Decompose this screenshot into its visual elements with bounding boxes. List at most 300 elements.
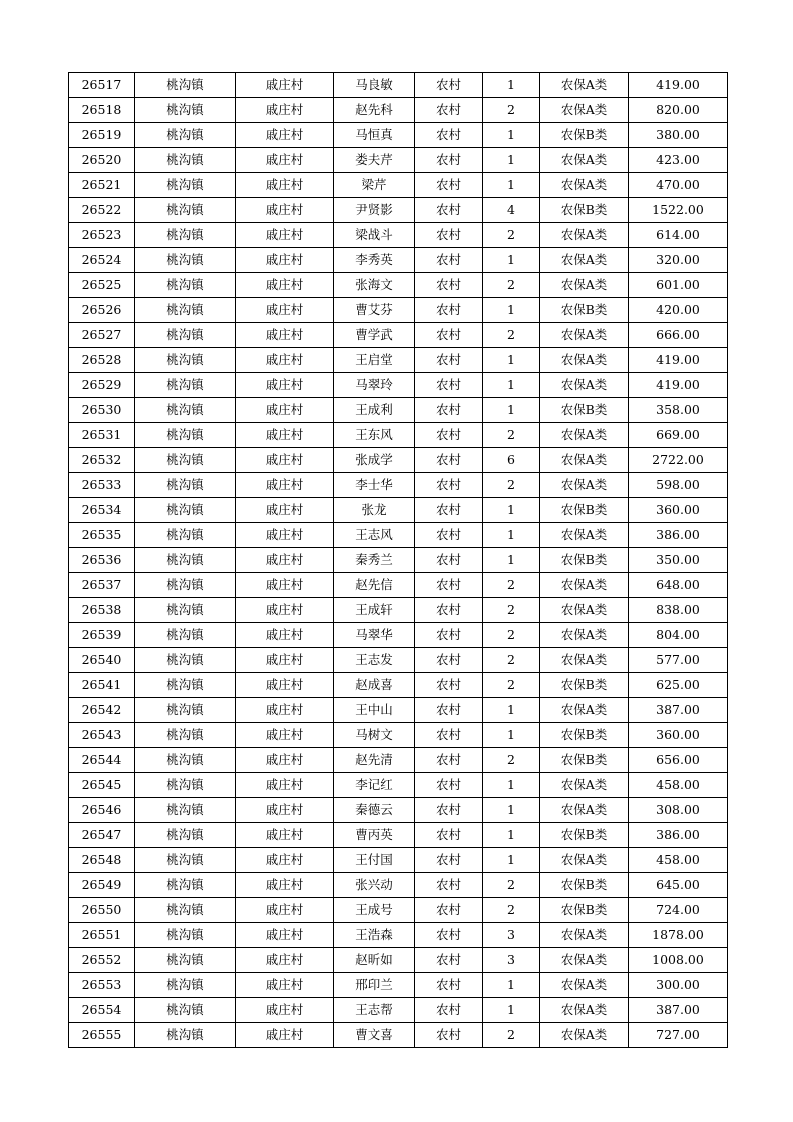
record-id-cell: 26544	[69, 748, 135, 773]
household-count-cell: 2	[483, 748, 540, 773]
category-cell: 农保A类	[540, 173, 629, 198]
record-id-cell: 26553	[69, 973, 135, 998]
amount-cell: 470.00	[629, 173, 728, 198]
category-cell: 农保B类	[540, 748, 629, 773]
record-id-cell: 26533	[69, 473, 135, 498]
category-cell: 农保A类	[540, 523, 629, 548]
table-row	[69, 323, 728, 348]
record-id-cell: 26548	[69, 848, 135, 873]
household-count-cell: 1	[483, 248, 540, 273]
village-cell: 戚庄村	[236, 473, 334, 498]
area-type-cell: 农村	[415, 998, 483, 1023]
amount-cell: 458.00	[629, 848, 728, 873]
category-cell: 农保A类	[540, 923, 629, 948]
village-cell: 戚庄村	[236, 598, 334, 623]
household-count-cell: 2	[483, 898, 540, 923]
town-cell: 桃沟镇	[135, 623, 236, 648]
town-cell: 桃沟镇	[135, 248, 236, 273]
amount-cell: 820.00	[629, 98, 728, 123]
area-type-cell: 农村	[415, 348, 483, 373]
amount-cell: 350.00	[629, 548, 728, 573]
area-type-cell: 农村	[415, 573, 483, 598]
record-id-cell: 26536	[69, 548, 135, 573]
table-row	[69, 248, 728, 273]
town-cell: 桃沟镇	[135, 1023, 236, 1048]
record-id-cell: 26552	[69, 948, 135, 973]
category-cell: 农保A类	[540, 248, 629, 273]
amount-cell: 386.00	[629, 523, 728, 548]
name-cell: 王志帮	[334, 998, 415, 1023]
household-count-cell: 2	[483, 223, 540, 248]
name-cell: 王付国	[334, 848, 415, 873]
table-row	[69, 98, 728, 123]
category-cell: 农保A类	[540, 598, 629, 623]
household-count-cell: 1	[483, 548, 540, 573]
record-id-cell: 26520	[69, 148, 135, 173]
amount-cell: 2722.00	[629, 448, 728, 473]
area-type-cell: 农村	[415, 798, 483, 823]
town-cell: 桃沟镇	[135, 173, 236, 198]
area-type-cell: 农村	[415, 923, 483, 948]
amount-cell: 386.00	[629, 823, 728, 848]
area-type-cell: 农村	[415, 898, 483, 923]
village-cell: 戚庄村	[236, 223, 334, 248]
household-count-cell: 2	[483, 873, 540, 898]
village-cell: 戚庄村	[236, 673, 334, 698]
household-count-cell: 3	[483, 948, 540, 973]
town-cell: 桃沟镇	[135, 973, 236, 998]
category-cell: 农保B类	[540, 673, 629, 698]
category-cell: 农保A类	[540, 448, 629, 473]
name-cell: 尹贤影	[334, 198, 415, 223]
amount-cell: 666.00	[629, 323, 728, 348]
town-cell: 桃沟镇	[135, 673, 236, 698]
town-cell: 桃沟镇	[135, 523, 236, 548]
table-row	[69, 223, 728, 248]
village-cell: 戚庄村	[236, 323, 334, 348]
name-cell: 马良敏	[334, 73, 415, 98]
record-id-cell: 26530	[69, 398, 135, 423]
area-type-cell: 农村	[415, 223, 483, 248]
town-cell: 桃沟镇	[135, 148, 236, 173]
category-cell: 农保A类	[540, 648, 629, 673]
category-cell: 农保A类	[540, 223, 629, 248]
name-cell: 王志发	[334, 648, 415, 673]
record-id-cell: 26555	[69, 1023, 135, 1048]
name-cell: 张海文	[334, 273, 415, 298]
table-row	[69, 423, 728, 448]
category-cell: 农保A类	[540, 848, 629, 873]
area-type-cell: 农村	[415, 748, 483, 773]
area-type-cell: 农村	[415, 273, 483, 298]
town-cell: 桃沟镇	[135, 323, 236, 348]
table-row	[69, 373, 728, 398]
record-id-cell: 26526	[69, 298, 135, 323]
town-cell: 桃沟镇	[135, 473, 236, 498]
amount-cell: 577.00	[629, 648, 728, 673]
town-cell: 桃沟镇	[135, 198, 236, 223]
name-cell: 王浩森	[334, 923, 415, 948]
table-row	[69, 973, 728, 998]
record-id-cell: 26540	[69, 648, 135, 673]
amount-cell: 300.00	[629, 973, 728, 998]
name-cell: 王成轩	[334, 598, 415, 623]
amount-cell: 458.00	[629, 773, 728, 798]
area-type-cell: 农村	[415, 598, 483, 623]
table-row	[69, 523, 728, 548]
amount-cell: 598.00	[629, 473, 728, 498]
record-id-cell: 26550	[69, 898, 135, 923]
town-cell: 桃沟镇	[135, 548, 236, 573]
amount-cell: 1878.00	[629, 923, 728, 948]
record-id-cell: 26517	[69, 73, 135, 98]
village-cell: 戚庄村	[236, 548, 334, 573]
amount-cell: 360.00	[629, 723, 728, 748]
roster-body	[69, 73, 728, 1048]
table-row	[69, 948, 728, 973]
category-cell: 农保A类	[540, 798, 629, 823]
record-id-cell: 26529	[69, 373, 135, 398]
town-cell: 桃沟镇	[135, 448, 236, 473]
record-id-cell: 26545	[69, 773, 135, 798]
village-cell: 戚庄村	[236, 273, 334, 298]
area-type-cell: 农村	[415, 448, 483, 473]
area-type-cell: 农村	[415, 673, 483, 698]
village-cell: 戚庄村	[236, 198, 334, 223]
household-count-cell: 2	[483, 98, 540, 123]
area-type-cell: 农村	[415, 248, 483, 273]
household-count-cell: 1	[483, 398, 540, 423]
village-cell: 戚庄村	[236, 748, 334, 773]
category-cell: 农保A类	[540, 98, 629, 123]
amount-cell: 727.00	[629, 1023, 728, 1048]
amount-cell: 645.00	[629, 873, 728, 898]
area-type-cell: 农村	[415, 873, 483, 898]
town-cell: 桃沟镇	[135, 698, 236, 723]
category-cell: 农保A类	[540, 773, 629, 798]
village-cell: 戚庄村	[236, 423, 334, 448]
town-cell: 桃沟镇	[135, 398, 236, 423]
area-type-cell: 农村	[415, 548, 483, 573]
name-cell: 张龙	[334, 498, 415, 523]
household-count-cell: 1	[483, 773, 540, 798]
town-cell: 桃沟镇	[135, 498, 236, 523]
name-cell: 李秀英	[334, 248, 415, 273]
record-id-cell: 26532	[69, 448, 135, 473]
household-count-cell: 1	[483, 173, 540, 198]
category-cell: 农保A类	[540, 423, 629, 448]
record-id-cell: 26519	[69, 123, 135, 148]
village-cell: 戚庄村	[236, 1023, 334, 1048]
name-cell: 张成学	[334, 448, 415, 473]
village-cell: 戚庄村	[236, 348, 334, 373]
town-cell: 桃沟镇	[135, 948, 236, 973]
category-cell: 农保A类	[540, 373, 629, 398]
household-count-cell: 1	[483, 698, 540, 723]
household-count-cell: 1	[483, 498, 540, 523]
record-id-cell: 26551	[69, 923, 135, 948]
record-id-cell: 26546	[69, 798, 135, 823]
area-type-cell: 农村	[415, 73, 483, 98]
household-count-cell: 2	[483, 423, 540, 448]
table-row	[69, 798, 728, 823]
area-type-cell: 农村	[415, 198, 483, 223]
name-cell: 邢印兰	[334, 973, 415, 998]
category-cell: 农保B类	[540, 548, 629, 573]
town-cell: 桃沟镇	[135, 73, 236, 98]
household-count-cell: 6	[483, 448, 540, 473]
name-cell: 曹艾芬	[334, 298, 415, 323]
household-count-cell: 1	[483, 298, 540, 323]
town-cell: 桃沟镇	[135, 748, 236, 773]
table-row	[69, 198, 728, 223]
category-cell: 农保B类	[540, 898, 629, 923]
category-cell: 农保B类	[540, 298, 629, 323]
household-count-cell: 1	[483, 973, 540, 998]
village-cell: 戚庄村	[236, 173, 334, 198]
amount-cell: 625.00	[629, 673, 728, 698]
category-cell: 农保A类	[540, 73, 629, 98]
amount-cell: 387.00	[629, 998, 728, 1023]
name-cell: 李士华	[334, 473, 415, 498]
record-id-cell: 26524	[69, 248, 135, 273]
table-row	[69, 1023, 728, 1048]
area-type-cell: 农村	[415, 773, 483, 798]
amount-cell: 648.00	[629, 573, 728, 598]
area-type-cell: 农村	[415, 648, 483, 673]
category-cell: 农保A类	[540, 348, 629, 373]
village-cell: 戚庄村	[236, 998, 334, 1023]
village-cell: 戚庄村	[236, 723, 334, 748]
name-cell: 王成利	[334, 398, 415, 423]
village-cell: 戚庄村	[236, 698, 334, 723]
category-cell: 农保A类	[540, 698, 629, 723]
area-type-cell: 农村	[415, 173, 483, 198]
village-cell: 戚庄村	[236, 923, 334, 948]
town-cell: 桃沟镇	[135, 223, 236, 248]
village-cell: 戚庄村	[236, 498, 334, 523]
category-cell: 农保A类	[540, 1023, 629, 1048]
area-type-cell: 农村	[415, 398, 483, 423]
village-cell: 戚庄村	[236, 648, 334, 673]
household-count-cell: 2	[483, 1023, 540, 1048]
table-row	[69, 823, 728, 848]
category-cell: 农保A类	[540, 573, 629, 598]
area-type-cell: 农村	[415, 298, 483, 323]
town-cell: 桃沟镇	[135, 573, 236, 598]
household-count-cell: 2	[483, 573, 540, 598]
amount-cell: 1008.00	[629, 948, 728, 973]
table-row	[69, 773, 728, 798]
town-cell: 桃沟镇	[135, 798, 236, 823]
household-count-cell: 1	[483, 848, 540, 873]
name-cell: 曹丙英	[334, 823, 415, 848]
village-cell: 戚庄村	[236, 73, 334, 98]
category-cell: 农保A类	[540, 623, 629, 648]
amount-cell: 423.00	[629, 148, 728, 173]
table-row	[69, 573, 728, 598]
household-count-cell: 1	[483, 823, 540, 848]
household-count-cell: 2	[483, 598, 540, 623]
table-row	[69, 923, 728, 948]
record-id-cell: 26537	[69, 573, 135, 598]
village-cell: 戚庄村	[236, 448, 334, 473]
village-cell: 戚庄村	[236, 98, 334, 123]
household-count-cell: 1	[483, 723, 540, 748]
village-cell: 戚庄村	[236, 298, 334, 323]
village-cell: 戚庄村	[236, 148, 334, 173]
town-cell: 桃沟镇	[135, 823, 236, 848]
table-row	[69, 273, 728, 298]
area-type-cell: 农村	[415, 323, 483, 348]
table-row	[69, 548, 728, 573]
village-cell: 戚庄村	[236, 773, 334, 798]
record-id-cell: 26547	[69, 823, 135, 848]
record-id-cell: 26542	[69, 698, 135, 723]
town-cell: 桃沟镇	[135, 298, 236, 323]
category-cell: 农保A类	[540, 998, 629, 1023]
household-count-cell: 1	[483, 148, 540, 173]
record-id-cell: 26522	[69, 198, 135, 223]
name-cell: 王东风	[334, 423, 415, 448]
category-cell: 农保A类	[540, 148, 629, 173]
record-id-cell: 26531	[69, 423, 135, 448]
amount-cell: 656.00	[629, 748, 728, 773]
amount-cell: 387.00	[629, 698, 728, 723]
village-cell: 戚庄村	[236, 573, 334, 598]
area-type-cell: 农村	[415, 123, 483, 148]
table-row	[69, 998, 728, 1023]
name-cell: 梁芹	[334, 173, 415, 198]
name-cell: 曹学武	[334, 323, 415, 348]
area-type-cell: 农村	[415, 473, 483, 498]
area-type-cell: 农村	[415, 723, 483, 748]
table-row	[69, 173, 728, 198]
category-cell: 农保B类	[540, 873, 629, 898]
household-count-cell: 1	[483, 523, 540, 548]
village-cell: 戚庄村	[236, 373, 334, 398]
town-cell: 桃沟镇	[135, 273, 236, 298]
amount-cell: 320.00	[629, 248, 728, 273]
category-cell: 农保A类	[540, 973, 629, 998]
table-row	[69, 473, 728, 498]
table-row	[69, 598, 728, 623]
record-id-cell: 26521	[69, 173, 135, 198]
record-id-cell: 26525	[69, 273, 135, 298]
table-row	[69, 73, 728, 98]
amount-cell: 724.00	[629, 898, 728, 923]
name-cell: 马树文	[334, 723, 415, 748]
household-count-cell: 2	[483, 673, 540, 698]
household-count-cell: 4	[483, 198, 540, 223]
amount-cell: 838.00	[629, 598, 728, 623]
name-cell: 赵先清	[334, 748, 415, 773]
area-type-cell: 农村	[415, 848, 483, 873]
household-count-cell: 2	[483, 623, 540, 648]
area-type-cell: 农村	[415, 623, 483, 648]
household-count-cell: 1	[483, 73, 540, 98]
area-type-cell: 农村	[415, 1023, 483, 1048]
table-row	[69, 698, 728, 723]
town-cell: 桃沟镇	[135, 998, 236, 1023]
category-cell: 农保B类	[540, 823, 629, 848]
category-cell: 农保A类	[540, 948, 629, 973]
town-cell: 桃沟镇	[135, 648, 236, 673]
area-type-cell: 农村	[415, 498, 483, 523]
category-cell: 农保B类	[540, 498, 629, 523]
name-cell: 赵昕如	[334, 948, 415, 973]
category-cell: 农保A类	[540, 273, 629, 298]
name-cell: 梁战斗	[334, 223, 415, 248]
village-cell: 戚庄村	[236, 248, 334, 273]
record-id-cell: 26543	[69, 723, 135, 748]
record-id-cell: 26549	[69, 873, 135, 898]
name-cell: 赵成喜	[334, 673, 415, 698]
category-cell: 农保B类	[540, 723, 629, 748]
town-cell: 桃沟镇	[135, 348, 236, 373]
amount-cell: 420.00	[629, 298, 728, 323]
household-count-cell: 3	[483, 923, 540, 948]
name-cell: 马翠华	[334, 623, 415, 648]
name-cell: 秦秀兰	[334, 548, 415, 573]
town-cell: 桃沟镇	[135, 98, 236, 123]
name-cell: 赵先科	[334, 98, 415, 123]
household-count-cell: 2	[483, 473, 540, 498]
area-type-cell: 农村	[415, 423, 483, 448]
category-cell: 农保B类	[540, 398, 629, 423]
category-cell: 农保A类	[540, 323, 629, 348]
table-row	[69, 748, 728, 773]
table-row	[69, 498, 728, 523]
area-type-cell: 农村	[415, 948, 483, 973]
name-cell: 马恒真	[334, 123, 415, 148]
table-row	[69, 723, 728, 748]
table-row	[69, 648, 728, 673]
household-count-cell: 2	[483, 648, 540, 673]
town-cell: 桃沟镇	[135, 598, 236, 623]
name-cell: 娄夫芹	[334, 148, 415, 173]
town-cell: 桃沟镇	[135, 123, 236, 148]
household-count-cell: 2	[483, 323, 540, 348]
category-cell: 农保B类	[540, 123, 629, 148]
table-row	[69, 873, 728, 898]
category-cell: 农保A类	[540, 473, 629, 498]
amount-cell: 669.00	[629, 423, 728, 448]
amount-cell: 1522.00	[629, 198, 728, 223]
town-cell: 桃沟镇	[135, 848, 236, 873]
name-cell: 曹文喜	[334, 1023, 415, 1048]
amount-cell: 419.00	[629, 348, 728, 373]
village-cell: 戚庄村	[236, 948, 334, 973]
name-cell: 赵先信	[334, 573, 415, 598]
amount-cell: 360.00	[629, 498, 728, 523]
town-cell: 桃沟镇	[135, 723, 236, 748]
area-type-cell: 农村	[415, 973, 483, 998]
table-row	[69, 298, 728, 323]
amount-cell: 614.00	[629, 223, 728, 248]
household-count-cell: 1	[483, 798, 540, 823]
amount-cell: 601.00	[629, 273, 728, 298]
table-row	[69, 348, 728, 373]
household-count-cell: 1	[483, 123, 540, 148]
name-cell: 秦德云	[334, 798, 415, 823]
village-cell: 戚庄村	[236, 523, 334, 548]
area-type-cell: 农村	[415, 373, 483, 398]
area-type-cell: 农村	[415, 523, 483, 548]
amount-cell: 419.00	[629, 73, 728, 98]
village-cell: 戚庄村	[236, 123, 334, 148]
area-type-cell: 农村	[415, 98, 483, 123]
